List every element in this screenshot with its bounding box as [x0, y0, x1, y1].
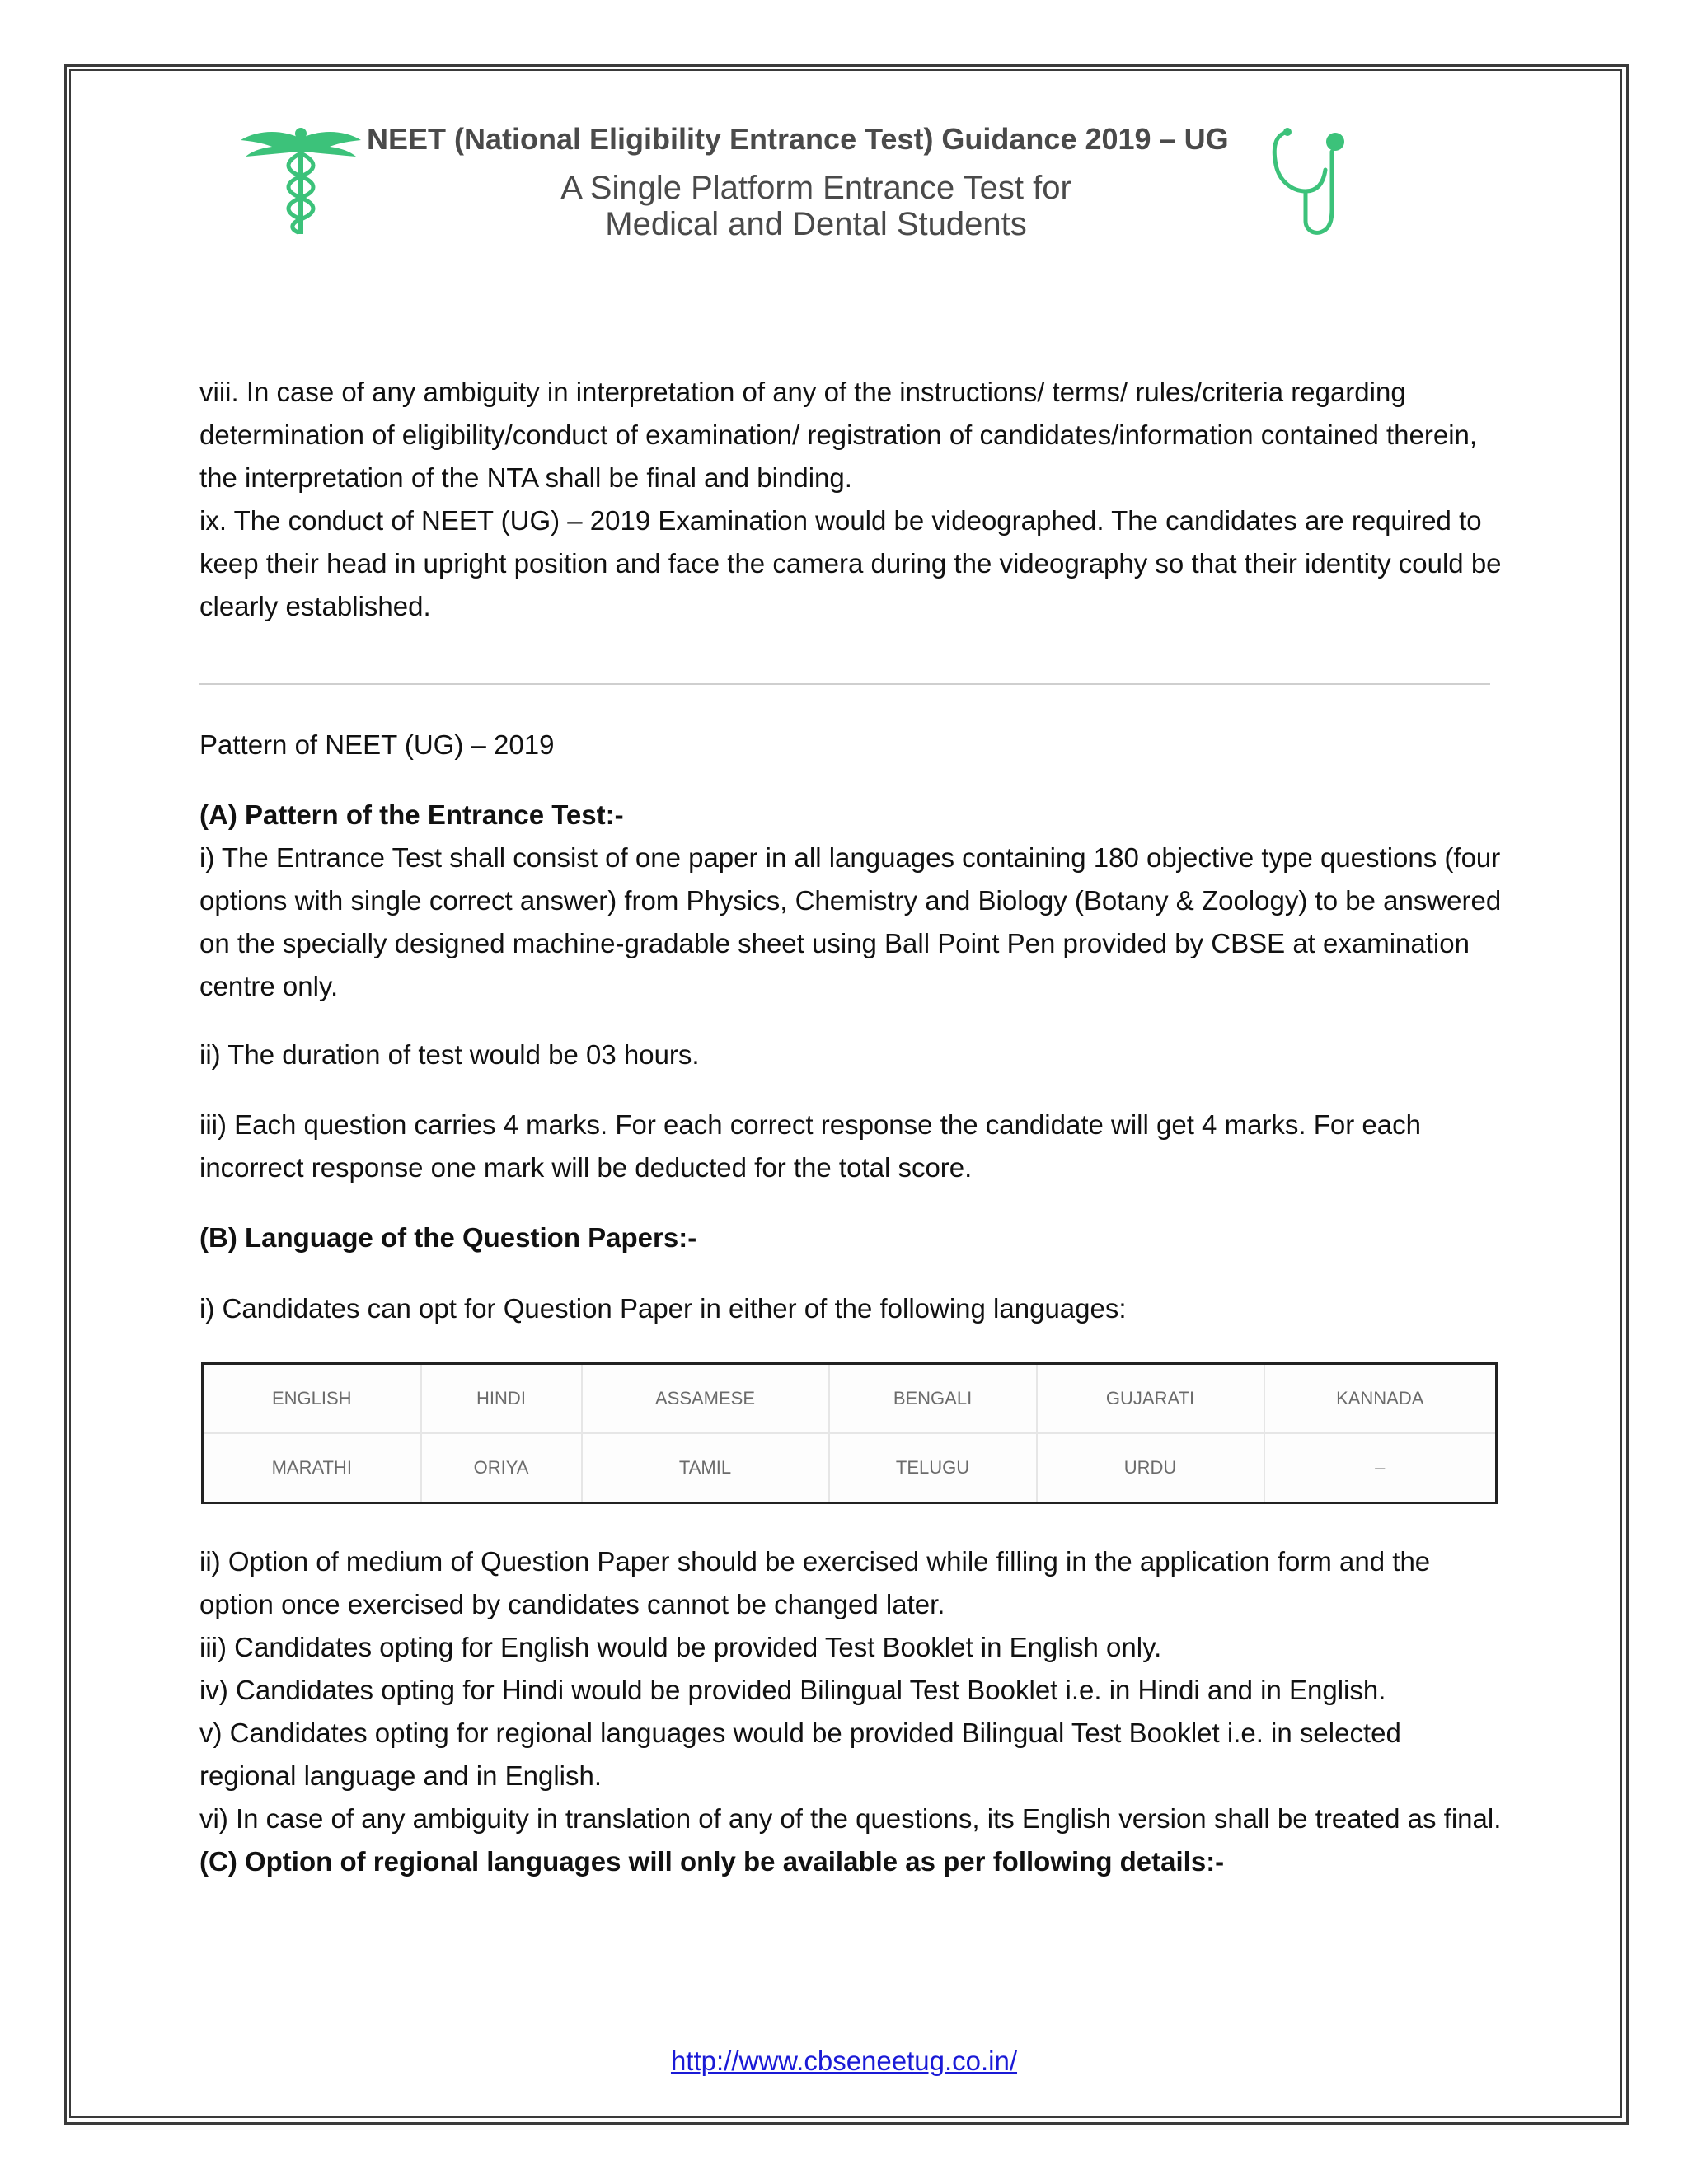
- header-banner: [239, 115, 1376, 255]
- section-c-heading: (C) Option of regional languages will only be available as per following details:-: [199, 1846, 1225, 1877]
- pattern-title: Pattern of NEET (UG) – 2019: [199, 729, 555, 760]
- intro-section: [199, 371, 1502, 628]
- table-cell: URDU: [1037, 1433, 1264, 1503]
- header-subtitle-line2: Medical and Dental Students: [605, 206, 1027, 242]
- table-cell: KANNADA: [1264, 1364, 1497, 1434]
- section-b-item-vi: vi) In case of any ambiguity in translation of any of the questions, its English version shall be treated as final.: [199, 1803, 1502, 1834]
- table-cell: GUJARATI: [1037, 1364, 1264, 1434]
- section-a-item-iii: iii) Each question carries 4 marks. For each correct response the candidate will get 4 marks. For each incorrect response one mark will be deducted for the total score.: [199, 1109, 1421, 1183]
- section-b-item-iv: iv) Candidates opting for Hindi would be provided Bilingual Test Booklet i.e. in Hindi and in English.: [199, 1675, 1386, 1705]
- section-b-item-ii: ii) Option of medium of Question Paper should be exercised while filling in the application form and the option once exercised by candidates cannot be changed later.: [199, 1546, 1431, 1619]
- section-b-item-i: i) Candidates can opt for Question Paper in either of the following languages:: [199, 1293, 1127, 1324]
- table-cell: TELUGU: [829, 1433, 1037, 1503]
- section-divider: [199, 683, 1490, 685]
- section-a-item-ii: ii) The duration of test would be 03 hours.: [199, 1039, 700, 1070]
- table-cell: ORIYA: [421, 1433, 582, 1503]
- footer-link[interactable]: http://www.cbseneetug.co.in/: [670, 2046, 1018, 2076]
- table-row: [203, 1364, 1497, 1434]
- paragraph-viii: viii. In case of any ambiguity in interpretation of any of the instructions/ terms/ rules/criteria regarding determination of eligibility/conduct of examination/ registration of candidates/information contained therein, the interpretation of the NTA shall be final and binding.: [199, 377, 1478, 493]
- section-a-item-i: i) The Entrance Test shall consist of one paper in all languages containing 180 objective type questions (four options with single correct answer) from Physics, Chemistry and Biology (Botany & Zoology) to be answered on the specially designed machine-gradable sheet using Ball Point Pen provided by CBSE at examination centre only.: [199, 842, 1502, 1001]
- section-b-details: [199, 1540, 1502, 1883]
- table-cell: ENGLISH: [203, 1364, 421, 1434]
- table-cell: HINDI: [421, 1364, 582, 1434]
- caduceus-icon: [239, 122, 363, 237]
- header-title: NEET (National Eligibility Entrance Test) Guidance 2019 – UG: [367, 122, 1229, 156]
- languages-table: [201, 1362, 1498, 1504]
- stethoscope-icon: [1269, 124, 1360, 239]
- table-cell: BENGALI: [829, 1364, 1037, 1434]
- table-cell: MARATHI: [203, 1433, 421, 1503]
- header-subtitle-line1: A Single Platform Entrance Test for: [560, 170, 1071, 206]
- section-b-heading: (B) Language of the Question Papers:-: [199, 1222, 697, 1253]
- section-b-item-iii: iii) Candidates opting for English would be provided Test Booklet in English only.: [199, 1632, 1162, 1662]
- table-cell: ASSAMESE: [582, 1364, 829, 1434]
- table-row: [203, 1433, 1497, 1503]
- table-cell: TAMIL: [582, 1433, 829, 1503]
- section-b-item-v: v) Candidates opting for regional languages would be provided Bilingual Test Booklet i.e. in selected regional language and in English.: [199, 1718, 1401, 1791]
- paragraph-ix: ix. The conduct of NEET (UG) – 2019 Examination would be videographed. The candidates are required to keep their head in upright position and face the camera during the videography so that their identity could be clearly established.: [199, 505, 1502, 621]
- section-a-heading: (A) Pattern of the Entrance Test:-: [199, 799, 624, 830]
- section-a: [199, 794, 1502, 1008]
- table-cell: –: [1264, 1433, 1497, 1503]
